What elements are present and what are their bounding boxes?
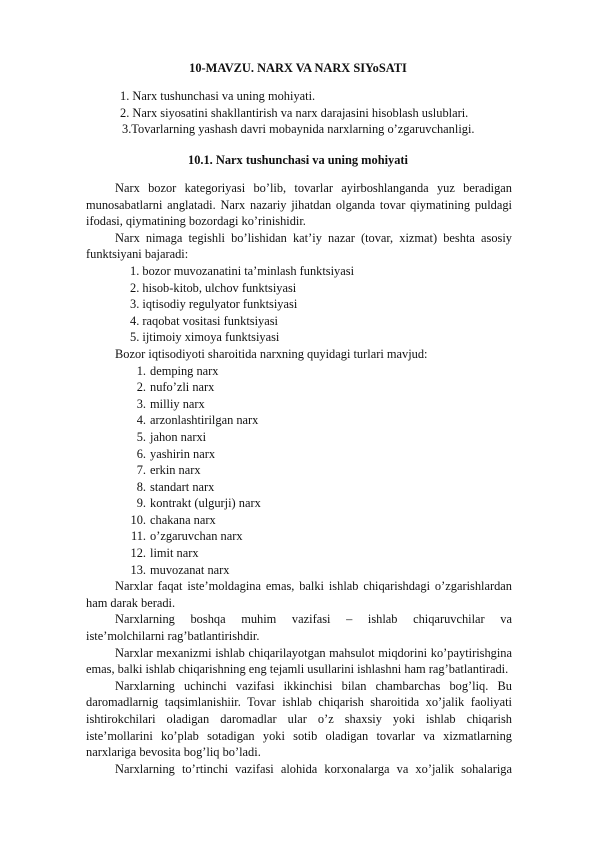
list-item bbox=[86, 512, 512, 529]
list-text: jahon narxi bbox=[150, 429, 207, 444]
functions-list bbox=[86, 263, 512, 346]
list-text: o’zgaruvchan narx bbox=[150, 529, 243, 544]
plan-item: 1. Narx tushunchasi va uning mohiyati. bbox=[120, 89, 316, 103]
list-text: limit narx bbox=[150, 546, 199, 561]
list-number: 8. bbox=[136, 479, 146, 494]
list-item bbox=[86, 562, 512, 579]
paragraph: Narx nimaga tegishli bo’lishidan kat’iy nazar (tovar, xizmat) beshta asosiy funktsiyani bajaradi: bbox=[86, 230, 512, 262]
list-number: 4. bbox=[136, 413, 146, 428]
list-number: 5. bbox=[136, 429, 146, 444]
list-item: 2. hisob-kitob, ulchov funktsiyasi bbox=[130, 280, 297, 295]
list-number: 12. bbox=[130, 546, 146, 561]
list-number: 13. bbox=[130, 562, 146, 577]
plan-item: 2. Narx siyosatini shakllantirish va narx darajasini hisoblash uslublari. bbox=[120, 105, 469, 120]
list-item bbox=[86, 528, 512, 545]
list-text: chakana narx bbox=[150, 512, 216, 527]
list-item bbox=[86, 446, 512, 463]
list-number: 6. bbox=[136, 446, 146, 461]
paragraph: Narx bozor kategoriyasi bo’lib, tovarlar ayirboshlanganda yuz beradigan munosabatlarni anglatadi. Narx nazariy jihatdan olganda tovar qiymatining puldagi ifodasi, qiymatining bozordagi ko’rinishidir. bbox=[86, 181, 512, 229]
list-number: 2. bbox=[136, 380, 146, 395]
list-text: muvozanat narx bbox=[150, 562, 230, 577]
paragraph: Narxlar mexanizmi ishlab chiqarilayotgan mahsulot miqdorini ko’paytirishgina emas, balki ishlab chiqarishning eng tejamli usullarini ishlashni ham rag’batlantiradi. bbox=[86, 645, 512, 677]
list-number: 7. bbox=[136, 463, 146, 478]
list-item bbox=[86, 363, 512, 380]
list-item: 3. iqtisodiy regulyator funktsiyasi bbox=[130, 297, 298, 312]
list-text: milliy narx bbox=[150, 396, 205, 411]
topic-plan-list bbox=[120, 88, 475, 138]
list-text: erkin narx bbox=[150, 463, 201, 478]
paragraph: Narxlarning uchinchi vazifasi ikkinchisi bilan chambarchas bog’liq. Bu daromadlarnig taqsimlanishiir. Tovar ishlab chiqarish sharoitida xo’jalik faoliyati ishtirokchilari oladigan daromadlar ular o’z shaxsiy yoki ishlab chiqarish iste’mollarini ko’plab sotadigan yoki sotib oladigan tovarlar va xizmatlarning narxlariga bevosita bog’liq bo’ladi. bbox=[86, 678, 512, 760]
list-item bbox=[86, 462, 512, 479]
price-types-list bbox=[86, 363, 512, 579]
list-text: nufo’zli narx bbox=[150, 380, 215, 395]
page-title: 10-MAVZU. NARX VA NARX SIYoSATI bbox=[189, 61, 407, 75]
paragraph: Narxlarning to’rtinchi vazifasi alohida korxonalarga va xo’jalik sohalariga bbox=[115, 761, 512, 776]
list-number: 11. bbox=[130, 529, 146, 544]
list-number: 1. bbox=[136, 363, 146, 378]
list-item bbox=[86, 429, 512, 446]
list-number: 10. bbox=[130, 512, 146, 527]
paragraph: Narxlarning boshqa muhim vazifasi – ishlab chiqaruvchilar va bbox=[115, 612, 512, 627]
list-text: yashirin narx bbox=[150, 446, 216, 461]
list-number: 9. bbox=[136, 496, 146, 511]
list-item bbox=[86, 545, 512, 562]
list-item bbox=[86, 495, 512, 512]
list-text: demping narx bbox=[150, 363, 219, 378]
plan-item: 3.Tovarlarning yashash davri mobaynida narxlarning o’zgaruvchanligi. bbox=[122, 122, 475, 137]
document-body bbox=[86, 180, 512, 777]
paragraph: Bozor iqtisodiyoti sharoitida narxning quyidagi turlari mavjud: bbox=[115, 346, 428, 361]
list-item: 4. raqobat vositasi funktsiyasi bbox=[130, 313, 278, 328]
list-item: 5. ijtimoiy ximoya funktsiyasi bbox=[130, 330, 280, 345]
list-text: kontrakt (ulgurji) narx bbox=[150, 496, 261, 511]
list-item bbox=[86, 479, 512, 496]
paragraph-continuation: iste’molchilarni rag’batlantirishdir. bbox=[86, 629, 260, 644]
list-item bbox=[86, 379, 512, 396]
paragraph: Narxlar faqat iste’moldagina emas, balki ishlab chiqarishdagi o’zgarishlardan ham darak beradi. bbox=[86, 579, 512, 610]
list-text: arzonlashtirilgan narx bbox=[150, 413, 259, 428]
section-heading: 10.1. Narx tushunchasi va uning mohiyati bbox=[188, 153, 408, 167]
list-number: 3. bbox=[136, 396, 146, 411]
list-item bbox=[86, 396, 512, 413]
list-text: standart narx bbox=[150, 479, 215, 494]
list-item: 1. bozor muvozanatini ta’minlash funktsiyasi bbox=[130, 263, 355, 278]
list-item bbox=[86, 412, 512, 429]
